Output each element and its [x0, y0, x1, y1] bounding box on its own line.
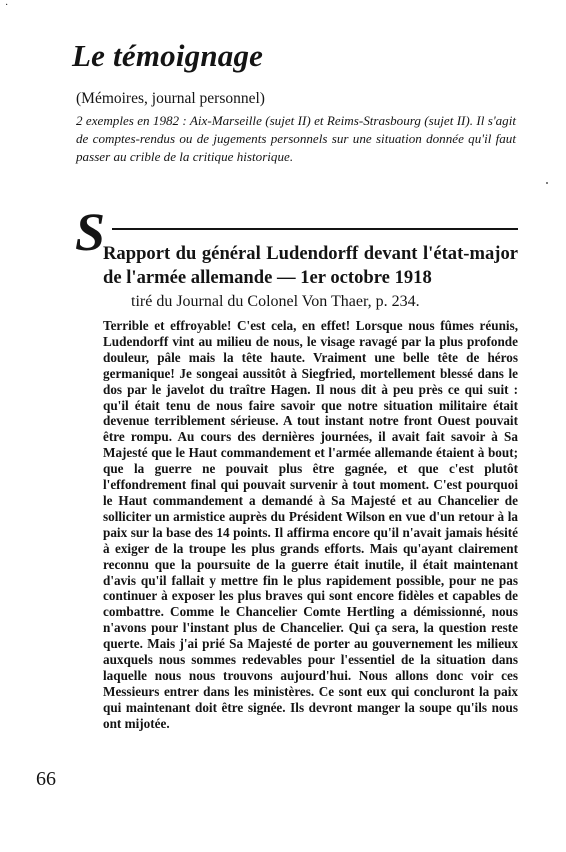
section-rule — [112, 228, 518, 230]
document-source: tiré du Journal du Colonel Von Thaer, p. 234. — [131, 293, 420, 310]
chapter-title: Le témoignage — [72, 38, 264, 73]
chapter-subtitle: (Mémoires, journal personnel) — [76, 90, 265, 107]
section-initial: S — [75, 202, 106, 262]
chapter-intro: 2 exemples en 1982 : Aix-Marseille (sujet II) et Reims-Strasbourg (sujet II). Il s'agit de comptes-rendus ou de jugements personnels sur une situation donnée qu'il faut passer au crible de la critique historique. — [76, 113, 516, 164]
document-text: Terrible et effroyable! C'est cela, en effet! Lorsque nous fûmes réunis, Ludendorff vint au milieu de nous, le visage ravagé par la plus profonde douleur, pâle mais la tête haute. Vraiment une belle tête de héros germanique! Je songeai aussitôt à Siegfried, mortellement blessé dans le dos par le javelot du traître Hagen. Il nous dit à peu près ce qui suit : qu'il était tenu de nous faire savoir que notre situation militaire était devenue terriblement sérieuse. A tout instant notre front Ouest pouvait être rompu. Au cours des dernières journées, il avait fait savoir à Sa Majesté que le Haut commandement et l'armée allemande étaient à bout; que la guerre ne pouvait plus être gagnée, et que c'est plutôt l'effondrement final qui pouvait survenir à tout moment. C'est pourquoi le Haut commandement a demandé à Sa Majesté et au Chancelier de solliciter un armistice auprès du Président Wilson en vue d'un retour à la paix sur la base des 14 points. Il affirma encore qu'il n'avait jamais hésité à exiger de la troupe les plus grands efforts. Mais qu'ayant clairement reconnu que la poursuite de la guerre était inutile, il était maintenant d'avis qu'il fallait y mettre fin le plus rapidement possible, pour ne pas continuer à exposer les plus braves qui sont encore fidèles et capables de combattre. Comme le Chancelier Comte Hertling a démissionné, nous n'avons pour l'instant plus de Chancelier. Qui ça sera, la question reste querte. Mais j'ai prié Sa Majesté de porter au gouvernement les milieux auxquels nous sommes redevables pour l'essentiel de la situation dans laquelle nous nous trouvons aujourd'hui. Nous allons donc voir ces Messieurs entrer dans les ministères. Ce sont eux qui concluront la paix qui maintenant doit être signée. Ils devront manger la soupe qu'ils nous ont mijotée. — [103, 318, 518, 731]
margin-dot — [546, 182, 548, 184]
page-number: 66 — [36, 768, 56, 790]
document-heading: Rapport du général Ludendorff devant l'état-major de l'armée allemande — 1er octobre 1918 — [103, 243, 518, 288]
corner-mark: · — [5, 0, 9, 11]
